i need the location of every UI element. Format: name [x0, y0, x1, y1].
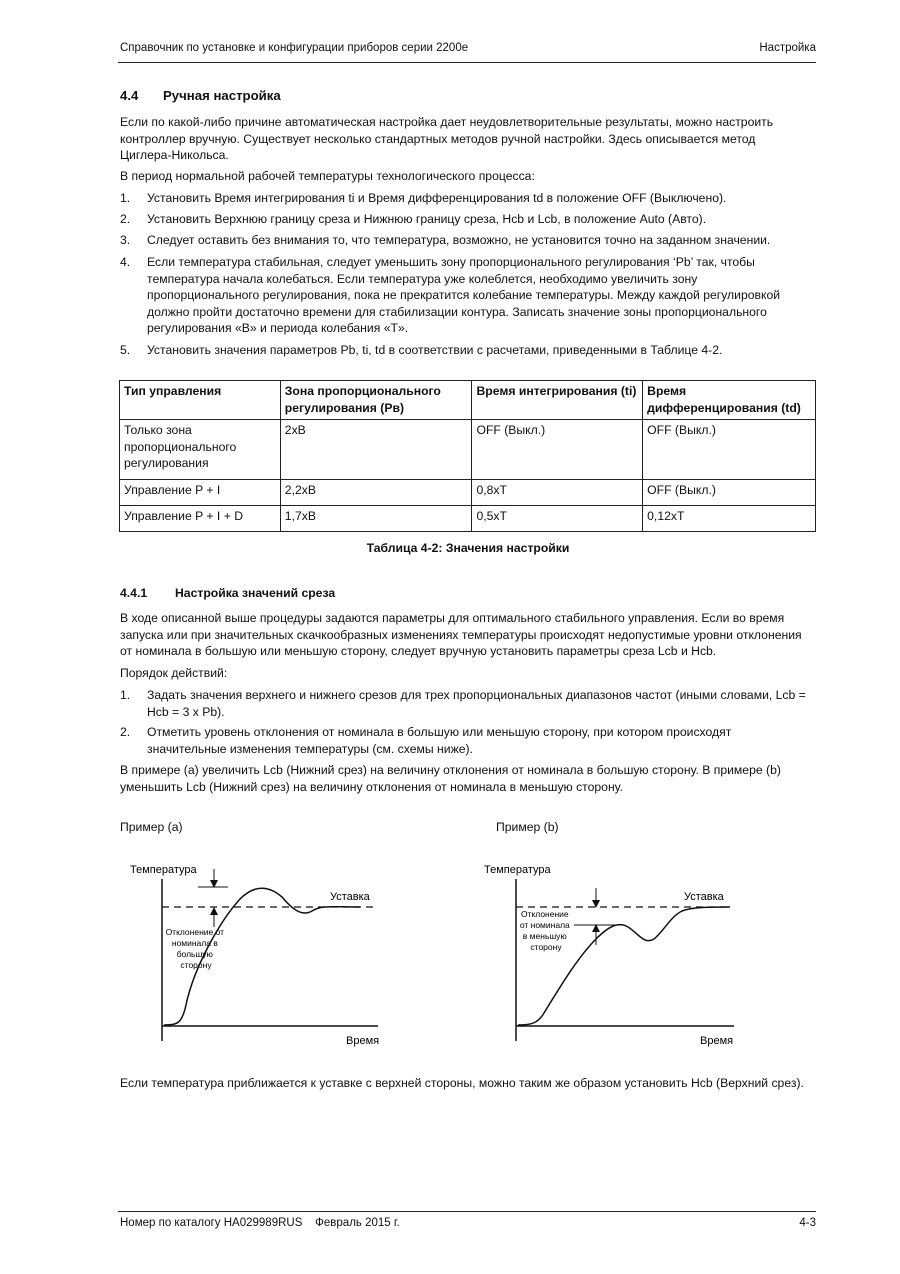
table-header-cell: Время интегрирования (ti) — [472, 381, 643, 420]
x-axis-label: Время — [700, 1035, 734, 1047]
page-number: 4-3 — [799, 1217, 816, 1229]
table-cell: Управление P + I + D — [120, 506, 281, 532]
table-cell: OFF (Выкл.) — [643, 420, 816, 480]
setpoint-label: Уставка — [684, 891, 724, 903]
subsection-paragraph: Порядок действий: — [120, 666, 228, 680]
table-cell: 1,7xB — [280, 506, 472, 532]
document-page: Справочник по установке и конфигурации приборов серии 2200e Настройка 4.4 Ручная настройка Если по какой-либо причине автоматическая настройка дает неудовлетворительные результаты, можно настроить контроллер вручную. Существует несколько стандартных методов ручной настройки. Здесь описывается метод Циглера-Никольса. В период нормальной рабочей температуры технологического процесса: 1. Установить Время интегрирования ti и Время дифференцирования td в положение OFF (Выключено). 2. Установить Верхнюю границу среза и Нижнюю границу среза, Hcb и Lcb, в положение Auto (Авто). 3. Следует оставить без внимания то, что температура, возможно, не установится точно на заданном значении. 4. Если температура стабильная, следует уменьшить зону пропорционального регулирования ‘Pb’ так, чтобы температура начала колебаться. Если температура уже колеблется, необходимо увеличить зону пропорционального регулирования, пока не прекратится колебание температуры. Между каждой регулировкой должно пройти достаточно времени для стабилизации контура. Записать значение зоны пропорционального регулирования «B» и периода колебания «T». 5. Установить значения параметров Pb, ti, td в соответствии с расчетами, приведенными в Таблице 4-2. Тип управления Зона пропорционального регулирования (Pв) Время интегрирования (ti) Время дифференцирования (td) Только зона пропорционального регулирования 2xB OFF (Выкл.) OFF (Выкл.) Управление P + I 2,2xB 0,8xT OFF (Выкл.) Управление P + I + D 1,7xB 0,5xT 0,12xT Таблица 4-2: Значения настройки 4.4.1 Настройка значений среза В ходе описанной выше процедуры задаются параметры для оптимального стабильного управления. Если во время запуска или при значительных скачкообразных изменениях температуры происходят недопустимые уровни отклонения от номинала в большую или меньшую сторону, следует вручную установить параметры среза Lcb и Hcb. Порядок действий: 1. Задать значения верхнего и нижнего срезов для трех пропорциональных диапазонов частот (иными словами, Lcb = Hcb = 3 x Pb). 2. Отметить уровень отклонения от номинала в большую или меньшую сторону, при котором происходят значительные изменения температуры (см. схемы ниже). В примере (а) увеличить Lcb (Нижний срез) на величину отклонения от номинала в большую сторону. В примере (b) уменьшить Lcb (Нижний срез) на величину отклонения от номинала в меньшую сторону. Пример (а) Пример (b) Температура Время Уставка Отклонение от номинала в большую сторону Температура Время Уставка Отклонение от номинала в меньшую сторону Если температура приближается к уставке с верхней стороны, можно таким же образом установить Hcb (Верхний срез). Номер по каталогу HA029989RUS Февраль 2015 г. 4-3 — [120, 42, 816, 1229]
section-number: 4.4 — [120, 88, 139, 103]
subsection-number: 4.4.1 — [120, 586, 148, 600]
diagram-example-b — [478, 855, 748, 1055]
table-cell: OFF (Выкл.) — [643, 480, 816, 506]
deviation-note: Отклонение от номинала в большую сторону — [165, 927, 225, 970]
setpoint-label: Уставка — [330, 891, 370, 903]
subsection-paragraph: В ходе описанной выше процедуры задаются параметры для оптимального стабильного управления. Если во время запуска или при значительных скачкообразных изменениях температуры происходят недопустимые уровни отклонения от номинала в большую или меньшую сторону, следует вручную установить параметры среза Lcb и Hcb. — [120, 611, 802, 658]
page-footer — [120, 1217, 816, 1229]
header-section: Настройка — [759, 42, 816, 54]
table-cell: Управление P + I — [120, 480, 281, 506]
section-intro: Если по какой-либо причине автоматическая настройка дает неудовлетворительные результаты, можно настроить контроллер вручную. Существует несколько стандартных методов ручной настройки. Здесь описывается метод Циглера-Никольса. — [120, 115, 774, 162]
section-lead: В период нормальной рабочей температуры технологического процесса: — [120, 169, 535, 183]
table-cell: 2xB — [280, 420, 472, 480]
table-cell: 2,2xB — [280, 480, 472, 506]
deviation-note: Отклонение от номинала в меньшую сторону — [519, 909, 570, 952]
table-caption: Таблица 4-2: Значения настройки — [366, 541, 570, 555]
table-row — [120, 480, 816, 506]
footer-catalog: Номер по каталогу HA029989RUS Февраль 2015 г. — [120, 1217, 400, 1229]
table-header-cell: Время дифференцирования (td) — [643, 381, 816, 420]
header-rule — [118, 62, 816, 63]
table-header-row — [120, 381, 816, 420]
subsection-title: Настройка значений среза — [175, 586, 336, 600]
y-axis-label: Температура — [130, 864, 197, 876]
example-a-title: Пример (а) — [120, 820, 183, 834]
table-cell: 0,12xT — [643, 506, 816, 532]
footer-rule — [118, 1211, 816, 1212]
closing-paragraph: Если температура приближается к уставке с верхней стороны, можно таким же образом установить Hcb (Верхний срез). — [120, 1076, 804, 1090]
page-header — [120, 42, 816, 54]
table-cell: OFF (Выкл.) — [472, 420, 643, 480]
section-heading — [120, 88, 810, 105]
example-b-title: Пример (b) — [496, 820, 559, 834]
table-cell: 0,5xT — [472, 506, 643, 532]
settings-table — [119, 380, 816, 532]
x-axis-label: Время — [346, 1035, 380, 1047]
y-axis-label: Температура — [484, 864, 551, 876]
table-cell: 0,8xT — [472, 480, 643, 506]
table-header-cell: Зона пропорционального регулирования (Pв) — [280, 381, 472, 420]
table-row — [120, 506, 816, 532]
section-title: Ручная настройка — [163, 88, 281, 103]
table-header-cell: Тип управления — [120, 381, 281, 420]
header-title: Справочник по установке и конфигурации приборов серии 2200e — [120, 42, 469, 54]
table-cell: Только зона пропорционального регулирования — [120, 420, 281, 480]
table-row — [120, 420, 816, 480]
subsection-paragraph: В примере (а) увеличить Lcb (Нижний срез) на величину отклонения от номинала в большую сторону. В примере (b) уменьшить Lcb (Нижний срез) на величину отклонения от номинала в меньшую сторону. — [120, 763, 781, 794]
diagram-example-a — [120, 855, 390, 1055]
subsection-heading — [120, 585, 810, 602]
